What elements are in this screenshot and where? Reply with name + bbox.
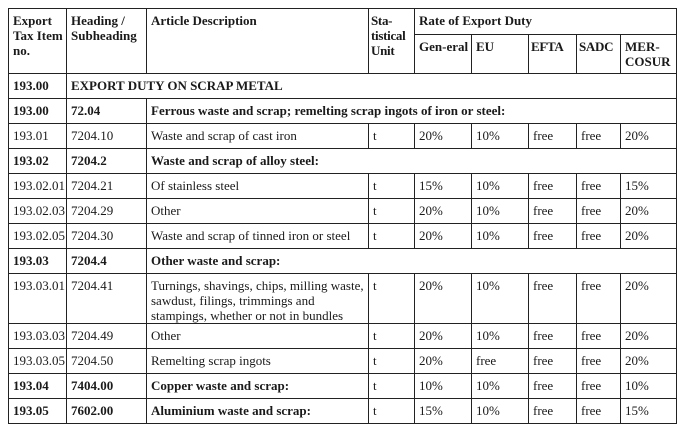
cell-eu: 10% [472,199,529,224]
cell-description: Waste and scrap of alloy steel: [147,149,677,174]
cell-heading: 7404.00 [67,374,147,399]
cell-item: 193.00 [9,74,67,99]
cell-item: 193.02 [9,149,67,174]
cell-eu: 10% [472,124,529,149]
cell-heading: 7204.2 [67,149,147,174]
table-row [9,349,677,374]
cell-item: 193.03 [9,249,67,274]
cell-mercosur: 15% [621,174,677,199]
cell-description: Copper waste and scrap: [147,374,369,399]
table-row [9,224,677,249]
col-header-efta: EFTA [529,35,577,74]
cell-eu: 10% [472,274,529,324]
col-header-export-tax-item: Export Tax Item no. [9,9,67,74]
cell-efta: free [529,174,577,199]
cell-description: Other [147,324,369,349]
cell-item: 193.04 [9,374,67,399]
table-row [9,199,677,224]
cell-general: 20% [415,274,472,324]
cell-eu: free [472,349,529,374]
cell-efta: free [529,274,577,324]
cell-eu: 10% [472,374,529,399]
cell-description: Of stainless steel [147,174,369,199]
cell-mercosur: 20% [621,349,677,374]
cell-item: 193.02.01 [9,174,67,199]
cell-heading: 7204.41 [67,274,147,324]
table-row [9,124,677,149]
cell-description: Remelting scrap ingots [147,349,369,374]
cell-efta: free [529,199,577,224]
col-header-sadc: SADC [577,35,621,74]
cell-description: Aluminium waste and scrap: [147,399,369,424]
cell-unit: t [369,374,415,399]
cell-general: 20% [415,349,472,374]
cell-item: 193.02.05 [9,224,67,249]
cell-section-title: EXPORT DUTY ON SCRAP METAL [67,74,677,99]
table-row [9,74,677,99]
cell-description: Turnings, shavings, chips, milling waste, sawdust, filings, trimmings and stampings, whether or not in bundles [147,274,369,324]
cell-sadc: free [577,374,621,399]
cell-efta: free [529,374,577,399]
cell-mercosur: 20% [621,274,677,324]
cell-item: 193.05 [9,399,67,424]
cell-description: Waste and scrap of tinned iron or steel [147,224,369,249]
cell-general: 15% [415,174,472,199]
cell-sadc: free [577,174,621,199]
cell-general: 20% [415,124,472,149]
col-header-rate-of-export-duty: Rate of Export Duty [415,9,677,35]
cell-mercosur: 20% [621,199,677,224]
cell-sadc: free [577,199,621,224]
table-row [9,374,677,399]
cell-description: Waste and scrap of cast iron [147,124,369,149]
table-row [9,274,677,324]
table-row [9,399,677,424]
cell-unit: t [369,274,415,324]
cell-efta: free [529,324,577,349]
table-row [9,174,677,199]
cell-general: 10% [415,374,472,399]
cell-item: 193.02.03 [9,199,67,224]
export-duty-table [8,8,677,424]
cell-sadc: free [577,399,621,424]
table-row [9,324,677,349]
col-header-general: Gen-eral [415,35,472,74]
cell-item: 193.01 [9,124,67,149]
cell-heading: 72.04 [67,99,147,124]
cell-efta: free [529,224,577,249]
col-header-eu: EU [472,35,529,74]
cell-efta: free [529,124,577,149]
table-row [9,149,677,174]
cell-heading: 7204.49 [67,324,147,349]
cell-heading: 7204.21 [67,174,147,199]
cell-sadc: free [577,349,621,374]
col-header-statistical-unit: Sta-tistical Unit [369,9,415,74]
cell-heading: 7204.10 [67,124,147,149]
cell-sadc: free [577,274,621,324]
cell-efta: free [529,349,577,374]
col-header-mercosur: MER-COSUR [621,35,677,74]
cell-unit: t [369,324,415,349]
cell-eu: 10% [472,324,529,349]
cell-mercosur: 20% [621,124,677,149]
cell-heading: 7204.50 [67,349,147,374]
table-row [9,249,677,274]
cell-eu: 10% [472,174,529,199]
cell-heading: 7602.00 [67,399,147,424]
cell-item: 193.00 [9,99,67,124]
cell-general: 15% [415,399,472,424]
cell-sadc: free [577,124,621,149]
cell-item: 193.03.03 [9,324,67,349]
cell-mercosur: 20% [621,224,677,249]
cell-heading: 7204.30 [67,224,147,249]
cell-unit: t [369,124,415,149]
cell-sadc: free [577,224,621,249]
cell-unit: t [369,199,415,224]
cell-description: Other [147,199,369,224]
cell-general: 20% [415,324,472,349]
cell-unit: t [369,349,415,374]
cell-efta: free [529,399,577,424]
cell-general: 20% [415,199,472,224]
cell-item: 193.03.01 [9,274,67,324]
cell-unit: t [369,224,415,249]
cell-sadc: free [577,324,621,349]
cell-eu: 10% [472,399,529,424]
col-header-article-description: Article Description [147,9,369,74]
cell-heading: 7204.4 [67,249,147,274]
cell-heading: 7204.29 [67,199,147,224]
col-header-heading-subheading: Heading / Subheading [67,9,147,74]
table-row [9,99,677,124]
cell-description: Ferrous waste and scrap; remelting scrap ingots of iron or steel: [147,99,677,124]
cell-description: Other waste and scrap: [147,249,677,274]
cell-general: 20% [415,224,472,249]
cell-mercosur: 20% [621,324,677,349]
cell-mercosur: 10% [621,374,677,399]
cell-eu: 10% [472,224,529,249]
cell-unit: t [369,174,415,199]
cell-unit: t [369,399,415,424]
cell-mercosur: 15% [621,399,677,424]
cell-item: 193.03.05 [9,349,67,374]
